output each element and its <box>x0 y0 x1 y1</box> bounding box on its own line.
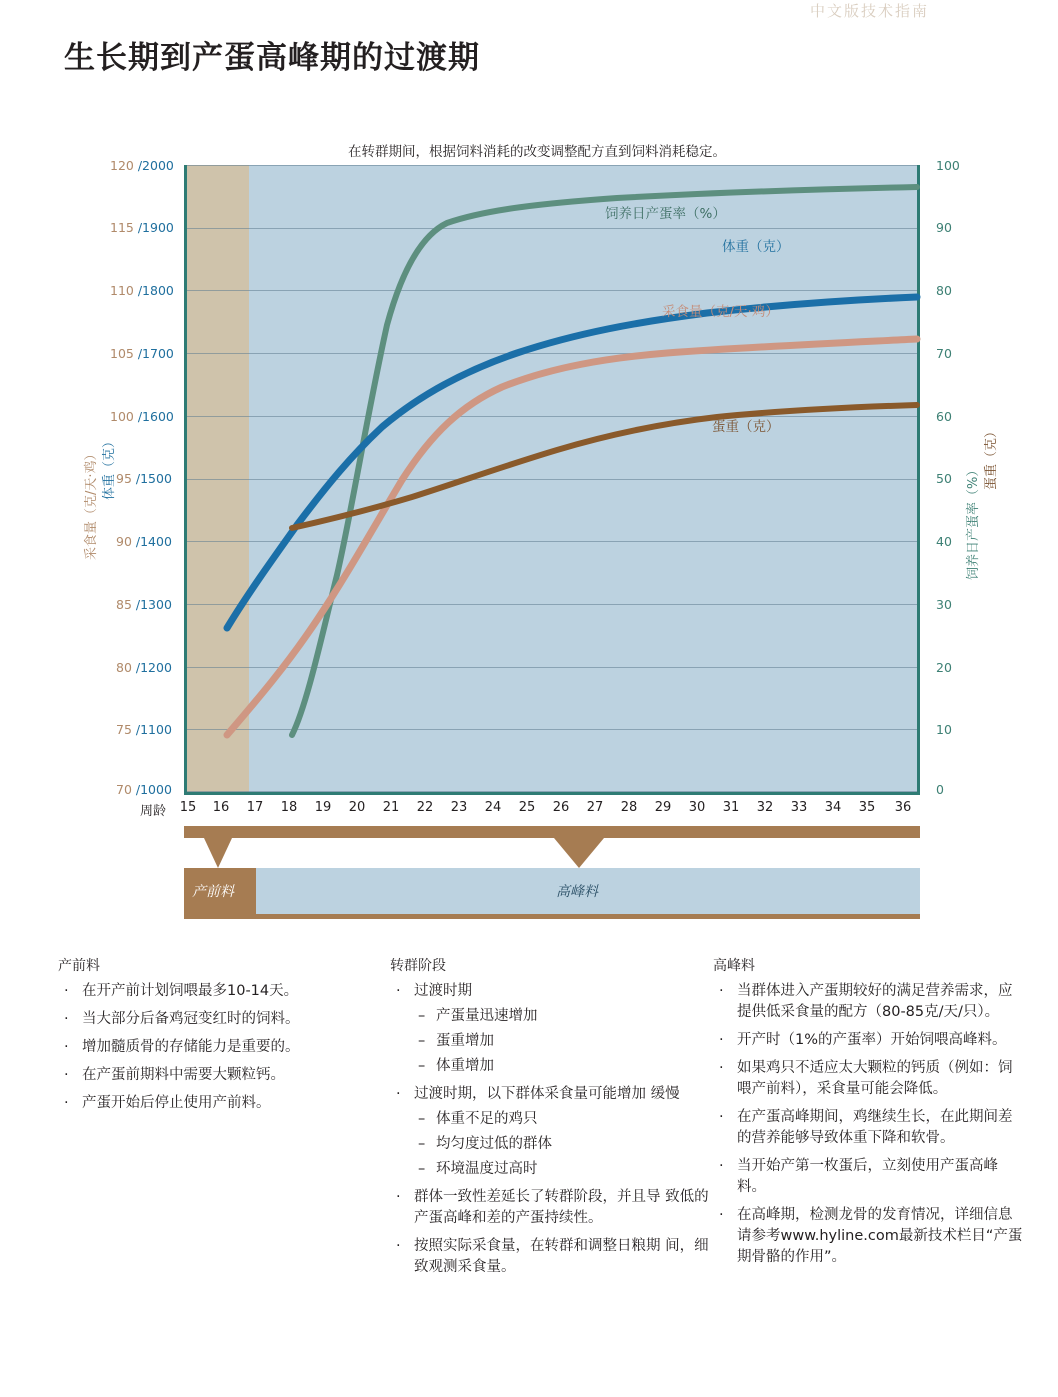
bullet-icon: · <box>719 1032 724 1049</box>
list-item <box>390 981 710 1077</box>
bullet-icon: · <box>64 1011 69 1028</box>
x-axis-title: 周龄 <box>140 804 167 819</box>
list-item <box>713 981 1023 1023</box>
y-left-tick: 85 /1300 <box>116 597 172 612</box>
y-left-tick: 120 /2000 <box>110 158 174 173</box>
chart-plot-area <box>184 165 920 792</box>
y-left-tick: 115 /1900 <box>110 220 174 235</box>
dash-icon: – <box>418 1058 426 1075</box>
x-tick: 35 <box>858 800 876 815</box>
sub-list-item-text: 均匀度过低的群体 <box>436 1136 552 1153</box>
x-tick: 33 <box>790 800 808 815</box>
bullet-icon: · <box>64 1067 69 1084</box>
feed-program-bar <box>184 868 920 914</box>
notes-column-prelay <box>58 955 378 1121</box>
bullet-icon: · <box>719 1158 724 1175</box>
x-axis-line <box>184 792 920 795</box>
x-tick: 23 <box>450 800 468 815</box>
y-left-tick: 110 /1800 <box>110 283 174 298</box>
sub-list-item <box>414 1056 710 1077</box>
y-right-tick: 40 <box>936 534 952 549</box>
list-item-text: 在产蛋前期料中需要大颗粒钙。 <box>82 1067 285 1084</box>
sub-list-item-text: 体重不足的鸡只 <box>436 1111 538 1128</box>
feed-phase-arrows <box>184 826 920 872</box>
bullet-icon: · <box>719 1207 724 1224</box>
x-tick: 20 <box>348 800 366 815</box>
list-item <box>58 1037 378 1058</box>
bullet-icon: · <box>396 1086 401 1103</box>
list-item-text: 当开始产第一枚蛋后，立刻使用产蛋高峰料。 <box>737 1158 998 1196</box>
x-tick: 34 <box>824 800 842 815</box>
y-axis-title-rate: 饲养日产蛋率（%） <box>966 463 981 580</box>
bullet-icon: · <box>396 1238 401 1255</box>
list-item <box>713 1030 1023 1051</box>
list-item <box>58 1093 378 1114</box>
x-tick: 21 <box>382 800 400 815</box>
sub-list-item-text: 产蛋量迅速增加 <box>436 1008 538 1025</box>
list-item <box>390 1236 710 1278</box>
series-label-rate: 饲养日产蛋率（%） <box>605 206 726 222</box>
x-tick: 36 <box>894 800 912 815</box>
y-right-tick: 90 <box>936 220 952 235</box>
list-item <box>58 981 378 1002</box>
list-item-text: 在开产前计划饲喂最多10-14天。 <box>82 983 299 999</box>
y-right-tick: 100 <box>936 158 960 173</box>
x-tick: 22 <box>416 800 434 815</box>
y-right-tick: 50 <box>936 471 952 486</box>
x-tick: 16 <box>212 800 230 815</box>
list-item-text: 产蛋开始后停止使用产前料。 <box>82 1095 271 1112</box>
feed-bar-baseline <box>184 914 920 919</box>
feed-bar-peak-label: 高峰料 <box>556 884 598 900</box>
y-axis-title-eggweight: 蛋重（克） <box>984 424 999 490</box>
list-item-text: 开产时（1%的产蛋率）开始饲喂高峰料。 <box>737 1032 1007 1049</box>
list-item <box>713 1205 1023 1268</box>
y-left-tick: 90 /1400 <box>116 534 172 549</box>
list-item-text: 如果鸡只不适应太大颗粒的钙质（例如：饲喂产前料），采食量可能会降低。 <box>737 1060 1013 1098</box>
list-item <box>390 1084 710 1180</box>
list-item <box>713 1058 1023 1100</box>
faint-header-text: 中文版技术指南 <box>810 2 930 20</box>
x-tick: 19 <box>314 800 332 815</box>
dash-icon: – <box>418 1008 426 1025</box>
y-axis-title-weight: 体重（克） <box>102 434 117 500</box>
dash-icon: – <box>418 1136 426 1153</box>
list-item-text: 按照实际采食量，在转群和调整日粮期 间，细致观测采食量。 <box>414 1238 709 1276</box>
feed-bar-prelay-label: 产前料 <box>192 884 234 900</box>
sub-list-item <box>414 1159 710 1180</box>
x-tick: 24 <box>484 800 502 815</box>
x-tick: 18 <box>280 800 298 815</box>
dash-icon: – <box>418 1033 426 1050</box>
y-right-tick: 20 <box>936 660 952 675</box>
sub-list-item <box>414 1134 710 1155</box>
sub-list-item <box>414 1109 710 1130</box>
list-item-text: 过渡时期 <box>414 983 472 999</box>
dash-icon: – <box>418 1161 426 1178</box>
y-left-tick: 75 /1100 <box>116 722 172 737</box>
dash-icon: – <box>418 1111 426 1128</box>
x-tick: 28 <box>620 800 638 815</box>
notes-column-transition <box>390 955 710 1285</box>
y-axis-title-feed: 采食量（克/天·鸡） <box>84 447 99 560</box>
x-tick: 15 <box>179 800 197 815</box>
faint-header-strip <box>770 0 1058 18</box>
y-right-tick: 30 <box>936 597 952 612</box>
column-heading: 高峰料 <box>713 958 755 974</box>
y-left-tick: 100 /1600 <box>110 409 174 424</box>
series-label-eggweight: 蛋重（克） <box>712 419 780 435</box>
y-right-tick: 80 <box>936 283 952 298</box>
x-tick: 32 <box>756 800 774 815</box>
chart-curves <box>187 165 923 792</box>
y-left-tick: 80 /1200 <box>116 660 172 675</box>
bullet-icon: · <box>64 1039 69 1056</box>
sub-list-item-text: 环境温度过高时 <box>436 1161 538 1178</box>
bullet-icon: · <box>719 1109 724 1126</box>
x-tick: 29 <box>654 800 672 815</box>
y-right-tick: 0 <box>936 782 944 797</box>
y-right-tick: 60 <box>936 409 952 424</box>
notes-column-peak <box>713 955 1023 1275</box>
sub-list-item-text: 体重增加 <box>436 1058 494 1075</box>
x-tick: 30 <box>688 800 706 815</box>
page-title: 生长期到产蛋高峰期的过渡期 <box>64 40 480 76</box>
column-heading: 产前料 <box>58 958 100 974</box>
list-item <box>58 1065 378 1086</box>
column-heading: 转群阶段 <box>390 958 446 974</box>
sub-list-item-text: 蛋重增加 <box>436 1033 494 1050</box>
list-item-text: 当大部分后备鸡冠变红时的饲料。 <box>82 1011 300 1028</box>
list-item-text: 在高峰期，检测龙骨的发育情况，详细信息请参考www.hyline.com最新技术栏目“产蛋期骨骼的作用”。 <box>737 1207 1023 1266</box>
bullet-icon: · <box>64 983 69 999</box>
list-item-text: 增加髓质骨的存储能力是重要的。 <box>82 1039 300 1056</box>
list-item-text: 过渡时期，以下群体采食量可能增加 缓慢 <box>414 1086 680 1103</box>
y-left-tick: 95 /1500 <box>116 471 172 486</box>
chart-note: 在转群期间，根据饲料消耗的改变调整配方直到饲料消耗稳定。 <box>348 144 726 160</box>
bullet-icon: · <box>64 1095 69 1112</box>
bullet-icon: · <box>396 1189 401 1206</box>
x-tick: 25 <box>518 800 536 815</box>
list-item-text: 群体一致性差延长了转群阶段，并且导 致低的产蛋高峰和差的产蛋持续性。 <box>414 1189 709 1227</box>
y-left-tick: 70 /1000 <box>116 782 172 797</box>
list-item-text: 在产蛋高峰期间，鸡继续生长，在此期间差的营养能够导致体重下降和软骨。 <box>737 1109 1013 1147</box>
x-tick: 26 <box>552 800 570 815</box>
sub-list-item <box>414 1031 710 1052</box>
sub-list-item <box>414 1006 710 1027</box>
y-right-tick: 10 <box>936 722 952 737</box>
bullet-icon: · <box>396 983 401 999</box>
list-item <box>58 1009 378 1030</box>
list-item <box>713 1156 1023 1198</box>
list-item-text: 当群体进入产蛋期较好的满足营养需求，应提供低采食量的配方（80-85克/天/只）。 <box>737 983 1013 1021</box>
y-right-tick: 70 <box>936 346 952 361</box>
list-item <box>713 1107 1023 1149</box>
bullet-icon: · <box>719 1060 724 1077</box>
y-left-tick: 105 /1700 <box>110 346 174 361</box>
x-tick: 31 <box>722 800 740 815</box>
list-item <box>390 1187 710 1229</box>
x-tick: 27 <box>586 800 604 815</box>
series-label-feed: 采食量（克/天·鸡） <box>662 304 779 320</box>
x-tick: 17 <box>246 800 264 815</box>
bullet-icon: · <box>719 983 724 999</box>
series-label-weight: 体重（克） <box>722 239 790 255</box>
